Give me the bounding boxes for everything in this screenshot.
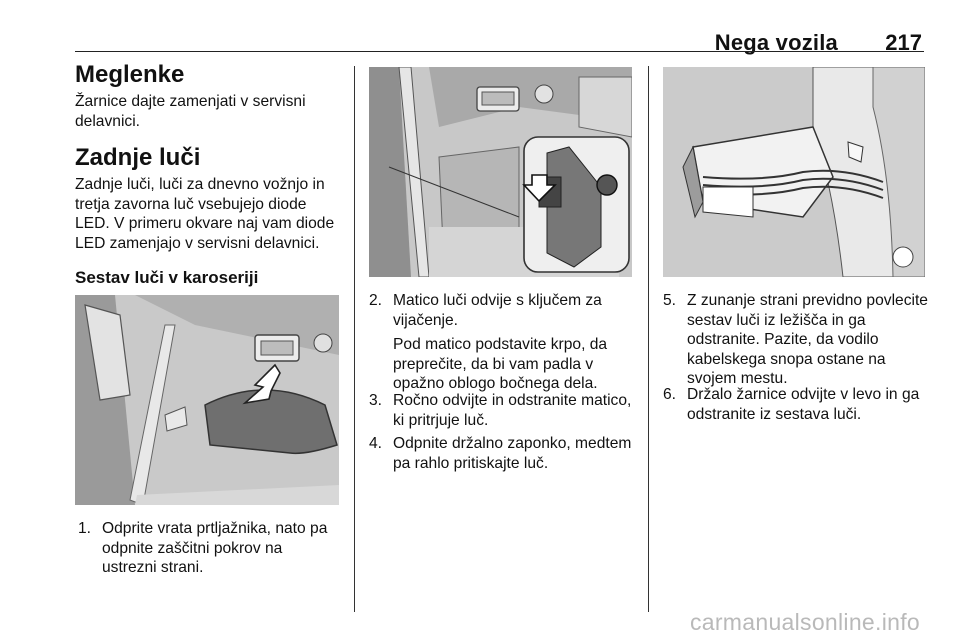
step-text: Matico luči odvije s ključem za vijačenje.	[393, 292, 602, 329]
step-number: 4.	[369, 435, 383, 452]
step-number: 6.	[663, 386, 677, 403]
figure-open-tailgate-cover	[75, 295, 339, 505]
illustration-light-nut	[369, 67, 632, 277]
paragraph-rear-lights: Zadnje luči, luči za dnevno vožnjo in tretja zavorna luč vsebujejo diode LED. V primeru okvare naj vam diode LED zamenjajo v servisni delavnici.	[75, 176, 335, 252]
header-rule	[75, 51, 924, 52]
illustration-light-assembly	[663, 67, 925, 277]
column-divider	[354, 66, 355, 612]
step-3	[369, 391, 637, 430]
step-text: Odprite vrata prtljažnika, nato pa odpnite zaščitni pokrov na ustrezni strani.	[102, 520, 328, 576]
heading-rear-lights: Zadnje luči	[75, 144, 201, 171]
heading-fog-lights: Meglenke	[75, 61, 185, 88]
figure-remove-light-assembly	[663, 67, 925, 277]
step-number: 5.	[663, 292, 677, 309]
step-4	[369, 434, 637, 473]
step-text: Z zunanje strani previdno povlecite sestav luči iz ležišča in ga odstranite. Pazite, da vodilo kabelskega snopa ostane na svojem mestu.	[687, 292, 928, 387]
watermark: carmanualsonline.info	[689, 609, 920, 635]
step-note: Pod matico podstavite krpo, da preprečite, da bi vam padla v opažno oblogo bočnega dela.	[393, 336, 608, 392]
step-1	[78, 519, 340, 578]
step-5	[663, 291, 928, 389]
step-2	[369, 291, 637, 394]
paragraph-fog-lights: Žarnice dajte zamenjati v servisni delavnici.	[75, 93, 306, 130]
column-1	[75, 60, 343, 289]
step-6	[663, 385, 928, 424]
step-number: 1.	[78, 520, 92, 537]
step-text: Držalo žarnice odvijte v levo in ga odstranite iz sestava luči.	[687, 386, 920, 423]
subheading-body-light-assembly: Sestav luči v karoseriji	[75, 268, 259, 287]
illustration-tailgate-cover	[75, 295, 339, 505]
step-text: Odpnite držalno zaponko, medtem pa rahlo pritiskajte luč.	[393, 435, 632, 472]
running-header-title: Nega vozila	[714, 30, 838, 55]
figure-unscrew-nut	[369, 67, 632, 277]
step-text: Ročno odvijte in odstranite matico, ki pritrjuje luč.	[393, 392, 632, 429]
page-number: 217	[885, 30, 922, 55]
column-divider	[648, 66, 649, 612]
step-number: 3.	[369, 392, 383, 409]
step-number: 2.	[369, 292, 383, 309]
